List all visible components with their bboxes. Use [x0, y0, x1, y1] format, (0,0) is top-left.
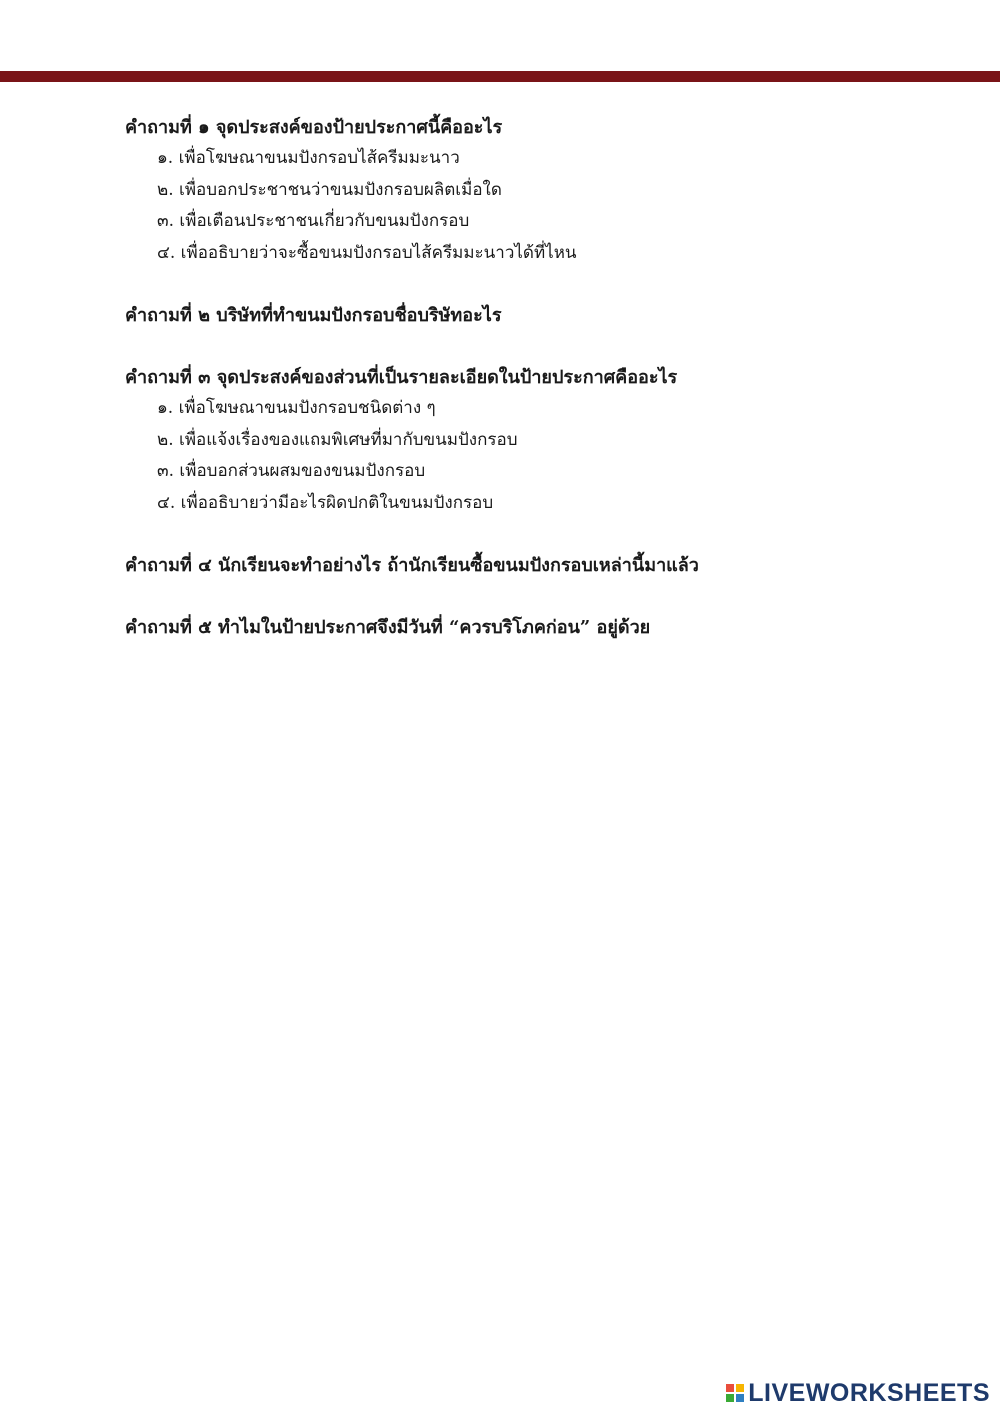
logo-mark-icon: [726, 1384, 744, 1402]
question-1-option-4: ๔. เพื่ออธิบายว่าจะซื้อขนมปังกรอบไส้ครีมมะนาวได้ที่ไหน: [157, 242, 577, 263]
logo-square-2: [736, 1384, 744, 1392]
question-3: คำถามที่ ๓ จุดประสงค์ของส่วนที่เป็นรายละเอียดในป้ายประกาศคืออะไร: [125, 367, 678, 388]
question-1-option-2: ๒. เพื่อบอกประชาชนว่าขนมปังกรอบผลิตเมื่อใด: [157, 179, 502, 200]
question-3-option-2: ๒. เพื่อแจ้งเรื่องของแถมพิเศษที่มากับขนมปังกรอบ: [157, 429, 518, 450]
logo-square-3: [726, 1394, 734, 1402]
question-1: คำถามที่ ๑ จุดประสงค์ของป้ายประกาศนี้คืออะไร: [125, 117, 503, 138]
question-1-option-3: ๓. เพื่อเตือนประชาชนเกี่ยวกับขนมปังกรอบ: [157, 211, 470, 231]
logo-text: LIVEWORKSHEETS: [748, 1378, 990, 1407]
question-1-options: [125, 143, 945, 269]
liveworksheets-logo: [726, 1380, 990, 1406]
question-4: คำถามที่ ๔ นักเรียนจะทำอย่างไร ถ้านักเรียนซื้อขนมปังกรอบเหล่านี้มาแล้ว: [125, 555, 699, 576]
question-3-option-4: ๔. เพื่ออธิบายว่ามีอะไรผิดปกติในขนมปังกรอบ: [157, 492, 494, 513]
logo-square-1: [726, 1384, 734, 1392]
question-5: คำถามที่ ๕ ทำไมในป้ายประกาศจึงมีวันที่ “ควรบริโภคก่อน” อยู่ด้วย: [125, 617, 651, 638]
logo-square-4: [736, 1394, 744, 1402]
question-3-option-1: ๑. เพื่อโฆษณาขนมปังกรอบชนิดต่าง ๆ: [157, 398, 436, 418]
top-divider-bar: [0, 71, 1000, 82]
question-3-option-3: ๓. เพื่อบอกส่วนผสมของขนมปังกรอบ: [157, 461, 426, 481]
question-2: คำถามที่ ๒ บริษัทที่ทำขนมปังกรอบชื่อบริษัทอะไร: [125, 305, 502, 326]
worksheet-content: [125, 112, 945, 643]
question-3-options: [125, 393, 945, 519]
question-1-option-1: ๑. เพื่อโฆษณาขนมปังกรอบไส้ครีมมะนาว: [157, 148, 460, 168]
